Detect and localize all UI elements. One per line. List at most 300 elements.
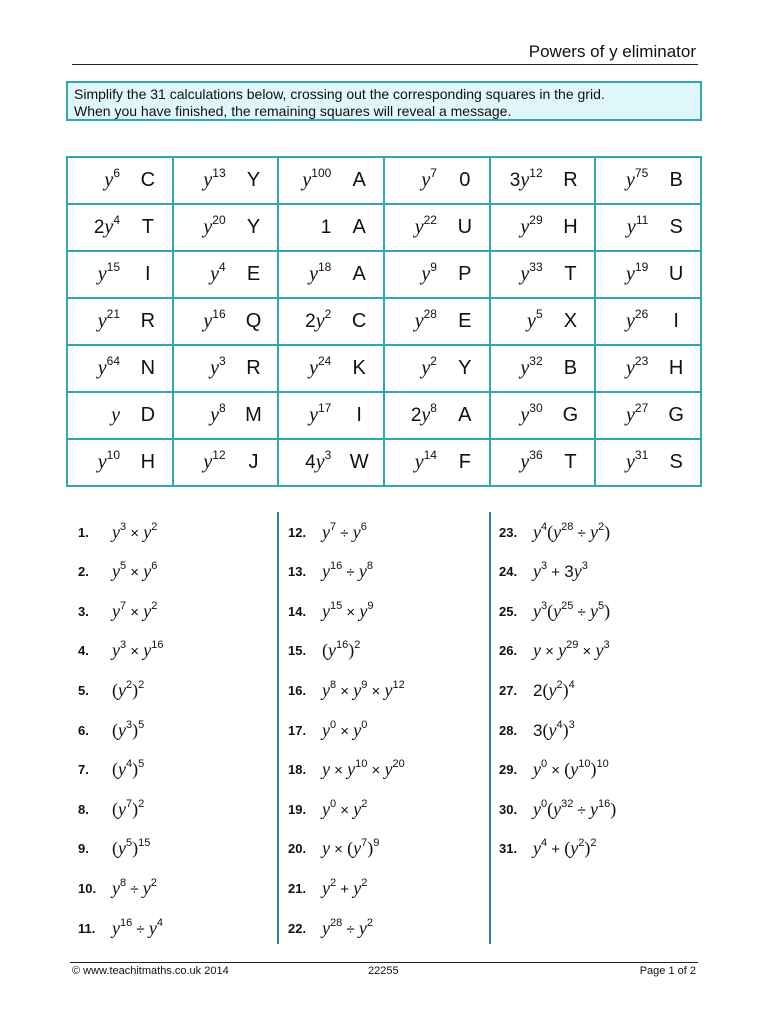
grid-cell-expression [279, 448, 339, 474]
variable: y [322, 600, 330, 621]
operator: × [126, 524, 144, 542]
operator: + [336, 880, 354, 898]
exponent: 16 [212, 307, 226, 321]
bracket: ) [348, 640, 355, 661]
exponent: 0 [541, 758, 548, 771]
variable: y [533, 640, 541, 661]
variable: y [553, 521, 562, 542]
exponent: 15 [106, 260, 120, 274]
variable: y [322, 917, 330, 938]
question-expression [322, 601, 373, 622]
variable: y [548, 679, 557, 700]
grid-cell-content [68, 205, 172, 250]
grid-cell[interactable] [384, 345, 490, 392]
variable: y [533, 521, 541, 542]
question-expression [533, 522, 610, 543]
question-number: 14. [288, 603, 307, 619]
question-number: 23. [499, 524, 518, 540]
bracket: ( [112, 838, 118, 859]
variable: y [589, 521, 598, 542]
grid-cell-expression [68, 404, 128, 427]
operator: × [336, 801, 354, 819]
exponent: 7 [330, 520, 337, 533]
grid-cell[interactable] [595, 439, 701, 486]
exponent: 32 [529, 354, 543, 368]
grid-cell[interactable] [67, 439, 173, 486]
question-expression [112, 640, 163, 661]
grid-cell[interactable] [490, 392, 596, 439]
grid-cell[interactable] [173, 157, 279, 204]
bracket: ) [132, 838, 139, 859]
exponent: 75 [634, 166, 649, 180]
grid-cell-letter: A [352, 216, 366, 238]
variable: y [315, 310, 325, 332]
column-divider [489, 512, 491, 944]
operator: × [336, 722, 354, 740]
exponent: 3 [324, 448, 332, 462]
exponent: 3 [126, 718, 133, 731]
bracket: ) [132, 759, 139, 780]
grid-cell[interactable] [595, 345, 701, 392]
grid-cell-content [491, 346, 595, 391]
variable: y [626, 263, 635, 285]
question-item [78, 678, 144, 702]
variable: y [533, 798, 541, 819]
grid-cell-content [68, 299, 172, 344]
question-expression [112, 918, 163, 939]
grid-cell-expression [491, 166, 551, 192]
grid-cell-content [279, 205, 383, 250]
grid-cell-letter: B [563, 357, 578, 379]
exponent: 5 [138, 718, 145, 731]
exponent: 7 [361, 837, 368, 850]
question-expression [112, 878, 157, 899]
bracket: ( [547, 521, 554, 542]
grid-cell-letter: Y [246, 216, 261, 238]
exponent: 2 [361, 876, 368, 889]
grid-cell[interactable] [384, 157, 490, 204]
grid-cell-expression [491, 307, 551, 333]
question-item [288, 599, 373, 623]
grid-cell[interactable] [173, 204, 279, 251]
variable: y [421, 357, 431, 379]
exponent: 18 [317, 260, 332, 274]
footer-rule [70, 962, 698, 963]
grid-cell[interactable] [490, 345, 596, 392]
variable: y [104, 216, 114, 238]
coefficient: 3 [533, 720, 543, 740]
exponent: 7 [430, 166, 437, 180]
exponent: 5 [120, 560, 127, 573]
grid-cell-letter: A [458, 404, 472, 426]
grid-cell-expression [279, 401, 339, 427]
variable: y [97, 357, 107, 379]
question-number: 15. [288, 643, 307, 659]
question-number: 26. [499, 643, 518, 659]
variable: y [626, 451, 635, 473]
question-item [288, 520, 367, 544]
grid-cell[interactable] [278, 251, 384, 298]
variable: y [421, 404, 431, 426]
variable: y [148, 917, 157, 938]
exponent: 3 [568, 718, 575, 731]
question-item [288, 639, 360, 663]
exponent: 11 [635, 213, 649, 227]
exponent: 4 [541, 520, 548, 533]
exponent: 5 [138, 758, 145, 771]
footer-page: Page 1 of 2 [639, 965, 696, 977]
exponent: 3 [218, 354, 226, 368]
question-expression [322, 680, 405, 701]
exponent: 5 [597, 599, 605, 612]
exponent: 17 [317, 401, 332, 415]
grid-cell[interactable] [173, 439, 279, 486]
grid-row [67, 439, 701, 486]
variable: y [520, 216, 530, 238]
question-item [78, 797, 144, 821]
grid-cell-letter: E [458, 310, 472, 332]
operator: × [126, 564, 144, 582]
grid-cell-letter: Y [246, 169, 261, 191]
bracket: ( [547, 798, 554, 819]
question-number: 30. [499, 801, 518, 817]
grid-cell-expression [491, 260, 551, 286]
grid-cell-content [596, 158, 700, 203]
grid-cell[interactable] [278, 204, 384, 251]
grid-cell[interactable] [384, 204, 490, 251]
exponent: 3 [120, 520, 127, 533]
bracket: ) [132, 798, 139, 819]
exponent: 10 [106, 448, 120, 462]
question-item [288, 758, 405, 782]
grid-cell-letter: T [564, 451, 577, 473]
exponent: 2 [138, 797, 145, 810]
variable: y [347, 759, 356, 780]
exponent: 5 [535, 307, 543, 321]
grid-cell-content [68, 346, 172, 391]
bracket: ) [590, 759, 597, 780]
grid-cell-content [491, 252, 595, 297]
variable: y [421, 169, 431, 191]
exponent: 21 [106, 307, 120, 321]
variable: y [112, 640, 120, 661]
variable: y [322, 838, 330, 859]
grid-cell[interactable] [173, 251, 279, 298]
variable: y [322, 521, 330, 542]
operator: ÷ [573, 524, 590, 542]
grid-cell-content [385, 440, 489, 485]
question-number: 29. [499, 762, 518, 778]
question-item [288, 876, 367, 900]
question-expression [533, 720, 575, 741]
bracket: ( [542, 719, 549, 740]
grid-cell-letter: H [563, 216, 578, 238]
exponent: 7 [126, 797, 133, 810]
grid-cell[interactable] [278, 439, 384, 486]
variable: y [118, 719, 126, 740]
grid-cell-expression [491, 213, 551, 239]
grid-cell-letter: P [458, 263, 472, 285]
grid-cell[interactable] [278, 157, 384, 204]
grid-cell-expression [491, 448, 551, 474]
variable: y [353, 877, 362, 898]
question-number: 2. [78, 564, 89, 580]
grid-cell-content [68, 440, 172, 485]
grid-cell[interactable] [67, 204, 173, 251]
coefficient: 2 [410, 405, 422, 426]
exponent: 8 [218, 401, 226, 415]
grid-cell-content [596, 440, 700, 485]
grid-cell-content [279, 393, 383, 438]
exponent: 100 [311, 166, 332, 180]
variable: y [97, 451, 107, 473]
question-item [78, 560, 157, 584]
grid-cell-letter: T [564, 263, 577, 285]
grid-cell[interactable] [595, 204, 701, 251]
question-item [288, 837, 379, 861]
exponent: 6 [113, 166, 120, 180]
exponent: 2 [556, 678, 563, 691]
exponent: 16 [336, 639, 349, 652]
variable: y [414, 310, 424, 332]
grid-cell-content [385, 393, 489, 438]
grid-cell[interactable] [595, 392, 701, 439]
variable: y [358, 561, 367, 582]
question-number: 3. [78, 603, 89, 619]
variable: y [203, 169, 213, 191]
question-expression [322, 799, 367, 820]
exponent: 28 [423, 307, 437, 321]
question-item [499, 599, 610, 623]
grid-cell[interactable] [67, 392, 173, 439]
grid-cell[interactable] [67, 298, 173, 345]
question-expression [112, 561, 157, 582]
variable: y [309, 404, 318, 426]
exponent: 30 [529, 401, 543, 415]
exponent: 25 [561, 599, 574, 612]
question-expression [112, 601, 157, 622]
question-item [288, 797, 367, 821]
question-expression [533, 680, 575, 701]
grid-cell[interactable] [490, 157, 596, 204]
grid-cell-expression [68, 260, 128, 286]
variable: y [203, 310, 213, 332]
coefficient: 2 [305, 311, 316, 332]
question-expression [533, 640, 610, 661]
question-item [288, 678, 405, 702]
bracket: ) [610, 798, 617, 819]
variable: y [143, 521, 152, 542]
grid-cell-letter: J [248, 451, 259, 473]
exponent: 12 [529, 166, 543, 180]
exponent: 33 [529, 260, 543, 274]
bracket: ( [112, 679, 118, 700]
grid-cell[interactable] [173, 345, 279, 392]
grid-cell-expression [68, 166, 128, 192]
grid-cell-expression [596, 213, 656, 239]
exponent: 4 [568, 678, 575, 691]
exponent: 15 [330, 599, 343, 612]
exponent: 3 [581, 560, 588, 573]
grid-cell-letter: U [457, 216, 473, 238]
exponent: 0 [541, 797, 548, 810]
variable: y [553, 798, 562, 819]
grid-cell[interactable] [595, 157, 701, 204]
variable: y [112, 877, 120, 898]
exponent: 23 [634, 354, 649, 368]
variable: y [118, 679, 126, 700]
grid-cell[interactable] [384, 251, 490, 298]
bracket: ) [562, 679, 569, 700]
exponent: 29 [529, 213, 543, 227]
grid-cell-expression [68, 354, 128, 380]
title-rule [72, 64, 698, 65]
grid-cell-expression [68, 213, 128, 239]
grid-cell[interactable] [67, 251, 173, 298]
question-item [499, 797, 616, 821]
exponent: 32 [561, 797, 574, 810]
variable: y [143, 600, 152, 621]
grid-cell[interactable] [595, 251, 701, 298]
variable: y [309, 357, 318, 379]
question-item [78, 599, 157, 623]
grid-cell[interactable] [490, 204, 596, 251]
grid-cell-content [385, 252, 489, 297]
bracket: ) [584, 838, 591, 859]
variable: y [384, 759, 393, 780]
grid-cell[interactable] [278, 392, 384, 439]
exponent: 3 [541, 560, 548, 573]
grid-cell-content [174, 346, 278, 391]
question-number: 20. [288, 841, 307, 857]
grid-cell-letter: 0 [459, 169, 471, 191]
exponent: 28 [561, 520, 574, 533]
grid-cell[interactable] [173, 392, 279, 439]
variable: y [322, 877, 330, 898]
instructions-line-1: Simplify the 31 calculations below, crossing out the corresponding squares in the grid. [74, 86, 605, 102]
grid-cell-content [491, 393, 595, 438]
grid-cell-letter: T [141, 216, 154, 238]
grid-cell[interactable] [490, 251, 596, 298]
variable: y [111, 404, 120, 426]
exponent: 16 [330, 560, 343, 573]
exponent: 7 [120, 599, 127, 612]
operator: × [578, 643, 596, 661]
bracket: ( [112, 719, 118, 740]
grid-cell[interactable] [384, 392, 490, 439]
grid-cell[interactable] [278, 345, 384, 392]
grid-cell-content [68, 252, 172, 297]
exponent: 6 [360, 520, 367, 533]
exponent: 31 [634, 448, 649, 462]
question-number: 31. [499, 841, 518, 857]
grid-cell-letter: A [352, 263, 366, 285]
variable: y [359, 600, 368, 621]
grid-cell[interactable] [490, 298, 596, 345]
exponent: 6 [151, 560, 158, 573]
grid-cell-expression [279, 260, 339, 286]
variable: y [142, 877, 151, 898]
grid-cell[interactable] [278, 298, 384, 345]
exponent: 4 [218, 260, 226, 274]
exponent: 0 [330, 718, 337, 731]
variable: y [112, 521, 120, 542]
exponent: 20 [212, 213, 226, 227]
exponent: 26 [634, 307, 649, 321]
grid-cell[interactable] [384, 298, 490, 345]
operator: × [541, 643, 559, 661]
grid-row [67, 345, 701, 392]
grid-cell-letter: W [349, 451, 369, 473]
grid-cell[interactable] [67, 157, 173, 204]
variable: y [322, 719, 330, 740]
grid-cell-expression [385, 401, 445, 427]
grid-cell-content [385, 346, 489, 391]
grid-cell-letter: R [563, 169, 578, 191]
grid-cell[interactable] [595, 298, 701, 345]
grid-cell-expression [385, 166, 445, 192]
question-number: 13. [288, 564, 307, 580]
operator: + [547, 564, 565, 582]
exponent: 2 [354, 639, 361, 652]
question-expression [322, 720, 367, 741]
question-item [78, 876, 157, 900]
grid-cell-letter: I [145, 263, 151, 285]
grid-cell-letter: I [673, 310, 679, 332]
variable: y [533, 838, 541, 859]
exponent: 16 [151, 639, 164, 652]
question-item [499, 837, 596, 861]
grid-cell-expression [596, 307, 656, 333]
grid-cell-content [279, 346, 383, 391]
question-expression [322, 561, 373, 582]
variable: y [322, 679, 330, 700]
grid-cell-content [385, 299, 489, 344]
grid-cell-letter: B [669, 169, 683, 191]
variable: y [112, 600, 120, 621]
exponent: 4 [113, 213, 120, 227]
footer-copyright: © www.teachitmaths.co.uk 2014 [72, 965, 229, 977]
variable: y [118, 798, 126, 819]
grid-cell-content [174, 252, 278, 297]
grid-cell-expression [596, 354, 656, 380]
grid-cell[interactable] [67, 345, 173, 392]
grid-cell[interactable] [384, 439, 490, 486]
variable: y [302, 169, 312, 191]
exponent: 2 [151, 599, 158, 612]
grid-cell-letter: H [668, 357, 684, 379]
grid-cell-expression [279, 354, 339, 380]
grid-cell[interactable] [490, 439, 596, 486]
grid-cell-letter: C [351, 310, 367, 332]
variable: y [573, 561, 582, 582]
grid-cell-letter: R [246, 357, 261, 379]
operator: ÷ [336, 524, 353, 542]
question-number: 6. [78, 722, 89, 738]
bracket: ) [562, 719, 569, 740]
grid-cell-expression [385, 307, 445, 333]
grid-cell-content [596, 393, 700, 438]
grid-cell-content [491, 205, 595, 250]
grid-cell[interactable] [173, 298, 279, 345]
footer-code: 22255 [368, 965, 399, 977]
exponent: 36 [529, 448, 543, 462]
variable: y [210, 357, 219, 379]
coefficient: 3 [509, 170, 521, 191]
grid-cell-letter: D [140, 404, 156, 426]
coefficient: 4 [305, 452, 316, 473]
question-expression [112, 522, 157, 543]
